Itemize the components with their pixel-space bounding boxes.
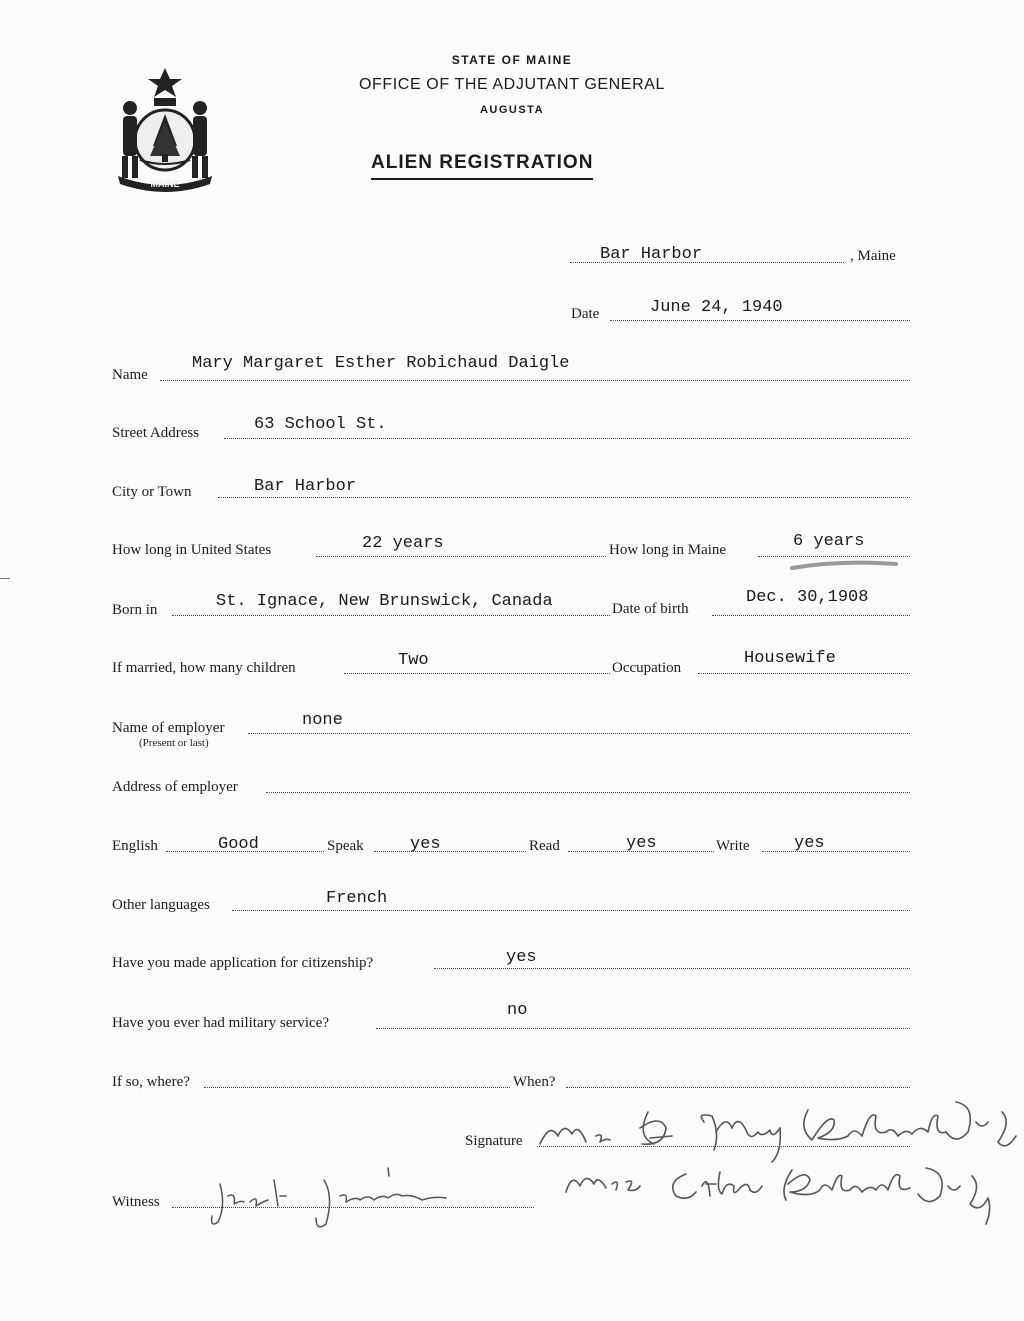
children-value: Two [398, 651, 429, 670]
employer-sublabel: (Present or last) [139, 737, 209, 749]
us-duration-value: 22 years [362, 534, 444, 553]
maine-duration-line [758, 556, 910, 557]
other-languages-label: Other languages [112, 897, 210, 913]
employer-address-line [266, 792, 910, 793]
us-duration-label: How long in United States [112, 542, 272, 558]
born-line [172, 615, 610, 616]
military-label: Have you ever had military service? [112, 1015, 329, 1031]
street-value: 63 School St. [254, 415, 387, 434]
handwritten-signature [536, 1092, 1022, 1232]
speak-line [374, 851, 526, 852]
citizenship-line [434, 968, 910, 969]
city-line [218, 497, 910, 498]
maine-duration-label: How long in Maine [609, 542, 727, 558]
citizenship-label: Have you made application for citizenship? [112, 955, 374, 971]
speak-value: yes [410, 835, 441, 854]
date-value: June 24, 1940 [650, 298, 783, 317]
date-line [610, 320, 910, 321]
us-duration-line [316, 556, 606, 557]
read-label: Read [529, 838, 560, 854]
children-label: If married, how many children [112, 660, 296, 676]
name-line [160, 380, 910, 381]
when-label: When? [513, 1074, 556, 1090]
state-of-maine-seal-icon [112, 64, 218, 192]
page-edge-mark [0, 578, 10, 579]
employer-line [248, 733, 910, 734]
where-label: If so, where? [112, 1074, 190, 1090]
header-office: OFFICE OF THE ADJUTANT GENERAL [358, 76, 666, 93]
employer-value: none [302, 711, 343, 730]
place-value: Bar Harbor [600, 245, 703, 264]
header-state: STATE OF MAINE [451, 53, 573, 67]
military-line [376, 1028, 910, 1029]
witness-signature [198, 1166, 468, 1234]
when-line [566, 1087, 910, 1088]
write-line [762, 851, 910, 852]
where-line [204, 1087, 510, 1088]
employer-label: Name of employer [112, 720, 225, 736]
witness-label: Witness [112, 1194, 160, 1210]
name-value: Mary Margaret Esther Robichaud Daigle [192, 354, 570, 373]
born-value: St. Ignace, New Brunswick, Canada [216, 592, 553, 611]
dob-line [712, 615, 910, 616]
street-line [224, 438, 910, 439]
military-value: no [507, 1001, 528, 1020]
dob-value: Dec. 30,1908 [746, 588, 869, 607]
occupation-value: Housewife [744, 649, 836, 668]
header-city: AUGUSTA [479, 104, 545, 116]
maine-duration-value: 6 years [793, 532, 865, 551]
citizenship-value: yes [506, 948, 537, 967]
other-languages-value: French [326, 889, 388, 908]
write-label: Write [716, 838, 750, 854]
read-value: yes [626, 834, 657, 853]
children-line [344, 673, 610, 674]
employer-address-label: Address of employer [112, 779, 238, 795]
speak-label: Speak [327, 838, 364, 854]
english-value: Good [218, 835, 259, 854]
name-label: Name [112, 367, 148, 383]
maine-suffix: , Maine [850, 248, 896, 264]
date-label: Date [571, 306, 600, 322]
city-label: City or Town [112, 484, 192, 500]
occupation-label: Occupation [612, 660, 682, 676]
form-title: ALIEN REGISTRATION [371, 152, 593, 180]
other-languages-line [232, 910, 910, 911]
city-value: Bar Harbor [254, 477, 357, 496]
english-label: English [112, 838, 158, 854]
occupation-line [698, 673, 910, 674]
born-label: Born in [112, 602, 158, 618]
pencil-mark [790, 558, 900, 572]
street-label: Street Address [112, 425, 200, 441]
dob-label: Date of birth [612, 601, 689, 617]
svg-text:MAINE: MAINE [150, 179, 180, 189]
signature-label: Signature [465, 1133, 523, 1149]
write-value: yes [794, 834, 825, 853]
